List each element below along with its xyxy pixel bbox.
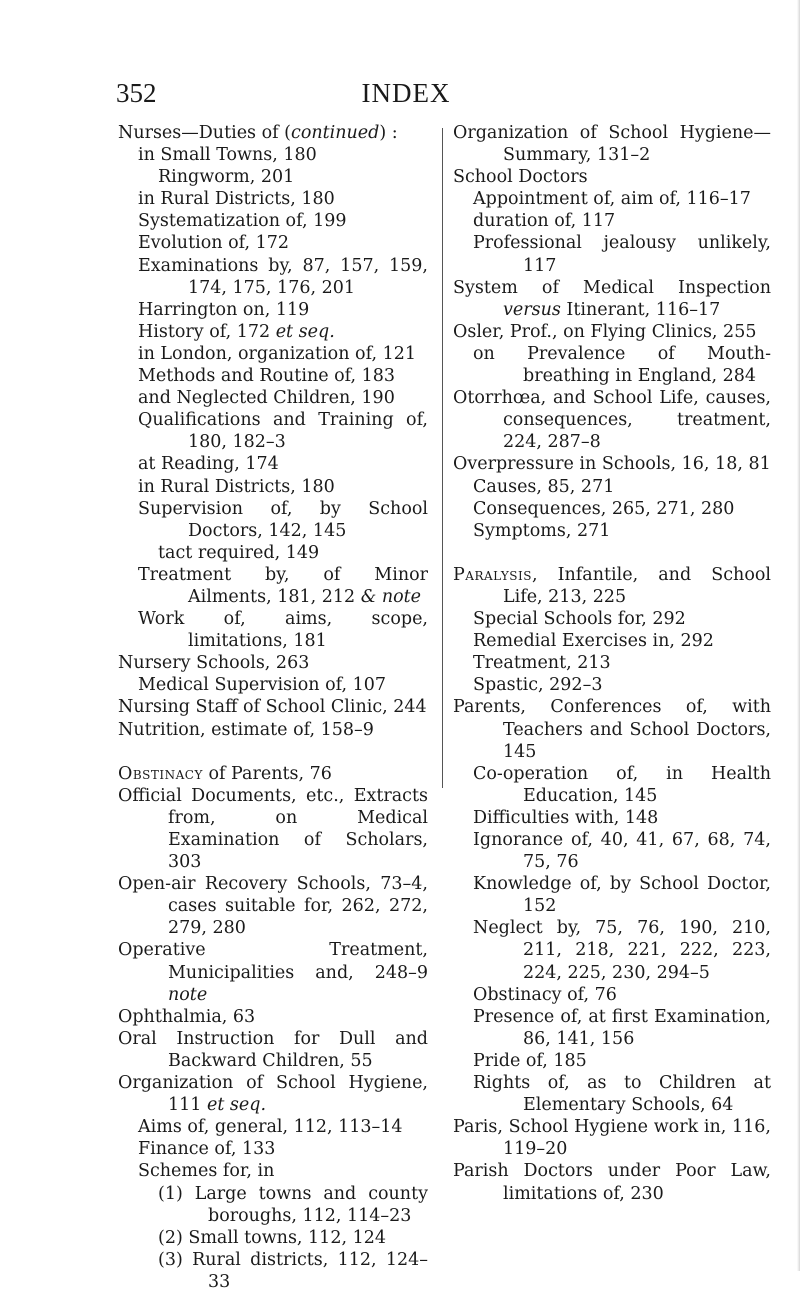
index-subentry: Difficulties with, 148 xyxy=(473,807,659,828)
index-subentry: Rights of, as to Children at Elementary Schools, 64 xyxy=(473,1073,771,1116)
index-entry: Otorrhœa, and School Life, causes, consequences, treatment, 224, 287–8 xyxy=(453,388,771,453)
index-subentry: School Doctors xyxy=(453,167,588,188)
index-entry: Organization of School Hygiene, 111 et seq. xyxy=(118,1073,428,1116)
index-subentry: Co-operation of, in Health Education, 145 xyxy=(473,763,771,806)
index-subentry: Treatment by, of Minor Ailments, 181, 212 & note xyxy=(138,564,428,607)
index-subentry: Appointment of, aim of, 116–17 xyxy=(473,189,751,210)
index-subentry: Treatment, 213 xyxy=(473,653,611,674)
index-subentry: Finance of, 133 xyxy=(138,1139,276,1160)
index-entry: Organization of School Hygiene— Summary, 131–2 xyxy=(453,123,771,166)
index-entry: Nursing Staff of School Clinic, 244 xyxy=(118,697,427,718)
page-header xyxy=(116,78,696,108)
index-subentry: Systematization of, 199 xyxy=(138,211,347,232)
index-subentry: in Rural Districts, 180 xyxy=(138,476,335,497)
index-entry: Overpressure in Schools, 16, 18, 81 xyxy=(453,454,771,475)
index-subentry: Obstinacy of, 76 xyxy=(473,984,617,1005)
index-subentry: Aims of, general, 112, 113–14 xyxy=(138,1117,403,1138)
index-entry: Paralysis, Infantile, and School Life, 213, 225 xyxy=(453,564,771,607)
index-subentry: Neglect by, 75, 76, 190, 210, 211, 218, 221, 222, 223, 224, 225, 230, 294–5 xyxy=(473,918,771,983)
index-entry: Oral Instruction for Dull and Backward Children, 55 xyxy=(118,1028,428,1071)
index-subentry: Qualifications and Training of, 180, 182–3 xyxy=(138,410,428,453)
index-subentry: Causes, 85, 271 xyxy=(473,476,615,497)
index-column-right xyxy=(453,122,771,1205)
index-subentry: Presence of, at first Examination, 86, 141, 156 xyxy=(473,1006,771,1049)
index-subentry: Ignorance of, 40, 41, 67, 68, 74, 75, 76 xyxy=(473,830,771,873)
index-subentry: in Small Towns, 180 xyxy=(138,145,317,166)
index-subentry: Evolution of, 172 xyxy=(138,233,289,254)
index-subentry: History of, 172 et seq. xyxy=(138,321,335,342)
index-subentry: Medical Supervision of, 107 xyxy=(138,675,386,696)
index-subentry: on Prevalence of Mouth-breathing in England, 284 xyxy=(473,343,771,387)
index-entry: Obstinacy of Parents, 76 xyxy=(118,763,332,784)
page-number: 352 xyxy=(116,78,157,108)
index-entry: Operative Treatment, Municipalities and, 248–9 note xyxy=(118,940,428,1005)
index-subentry: Consequences, 265, 271, 280 xyxy=(473,498,735,519)
index-entry: Ophthalmia, 63 xyxy=(118,1006,256,1027)
index-column-left xyxy=(118,122,428,1293)
index-subentry: Spastic, 292–3 xyxy=(473,675,603,696)
index-subentry: in London, organization of, 121 xyxy=(138,343,416,364)
index-subentry: Schemes for, in xyxy=(138,1161,275,1182)
page-title: INDEX xyxy=(361,78,451,108)
index-subentry: and Neglected Children, 190 xyxy=(138,388,395,409)
index-subentry: Examinations by, 87, 157, 159, 174, 175, 176, 201 xyxy=(138,255,428,298)
index-subentry: Supervision of, by School Doctors, 142, 145 xyxy=(138,498,428,541)
index-entry: Nursery Schools, 263 xyxy=(118,653,310,674)
index-subentry: Harrington on, 119 xyxy=(138,299,310,320)
index-entry: Nutrition, estimate of, 158–9 xyxy=(118,719,374,740)
index-subentry: Special Schools for, 292 xyxy=(473,609,686,630)
index-subentry: Knowledge of, by School Doctor, 152 xyxy=(473,874,771,917)
index-subentry: Remedial Exercises in, 292 xyxy=(473,631,714,652)
index-entry: Paris, School Hygiene work in, 116, 119–20 xyxy=(453,1117,771,1160)
column-divider xyxy=(442,128,443,788)
index-subentry: (2) Small towns, 112, 124 xyxy=(158,1227,386,1248)
index-entry: Parish Doctors under Poor Law, limitations of, 230 xyxy=(453,1161,771,1204)
index-subentry: Ringworm, 201 xyxy=(158,167,295,188)
index-subentry: (1) Large towns and county boroughs, 112, 114–23 xyxy=(158,1183,428,1226)
index-entry: Official Documents, etc., Extracts from, on Medical Examination of Scholars, 303 xyxy=(118,785,428,873)
index-entry: Nurses—Duties of (continued) : xyxy=(118,123,398,143)
index-entry: Osler, Prof., on Flying Clinics, 255 xyxy=(453,321,757,342)
index-entry: Parents, Conferences of, with Teachers and School Doctors, 145 xyxy=(453,697,771,762)
index-subentry: Symptoms, 271 xyxy=(473,520,611,541)
index-subentry: System of Medical Inspection versus Itinerant, 116–17 xyxy=(453,277,771,320)
index-subentry: at Reading, 174 xyxy=(138,454,279,475)
index-subentry: in Rural Districts, 180 xyxy=(138,189,335,210)
index-subentry: Methods and Routine of, 183 xyxy=(138,366,396,387)
index-subentry: (3) Rural districts, 112, 124–33 xyxy=(158,1249,428,1292)
index-entry: Open-air Recovery Schools, 73–4, cases suitable for, 262, 272, 279, 280 xyxy=(118,874,428,939)
index-subentry: tact required, 149 xyxy=(158,542,320,563)
index-subentry: duration of, 117 xyxy=(473,211,616,232)
index-subentry: Work of, aims, scope, limitations, 181 xyxy=(138,609,428,652)
index-subentry: Pride of, 185 xyxy=(473,1050,587,1071)
index-subentry: Professional jealousy unlikely, 117 xyxy=(473,233,771,276)
